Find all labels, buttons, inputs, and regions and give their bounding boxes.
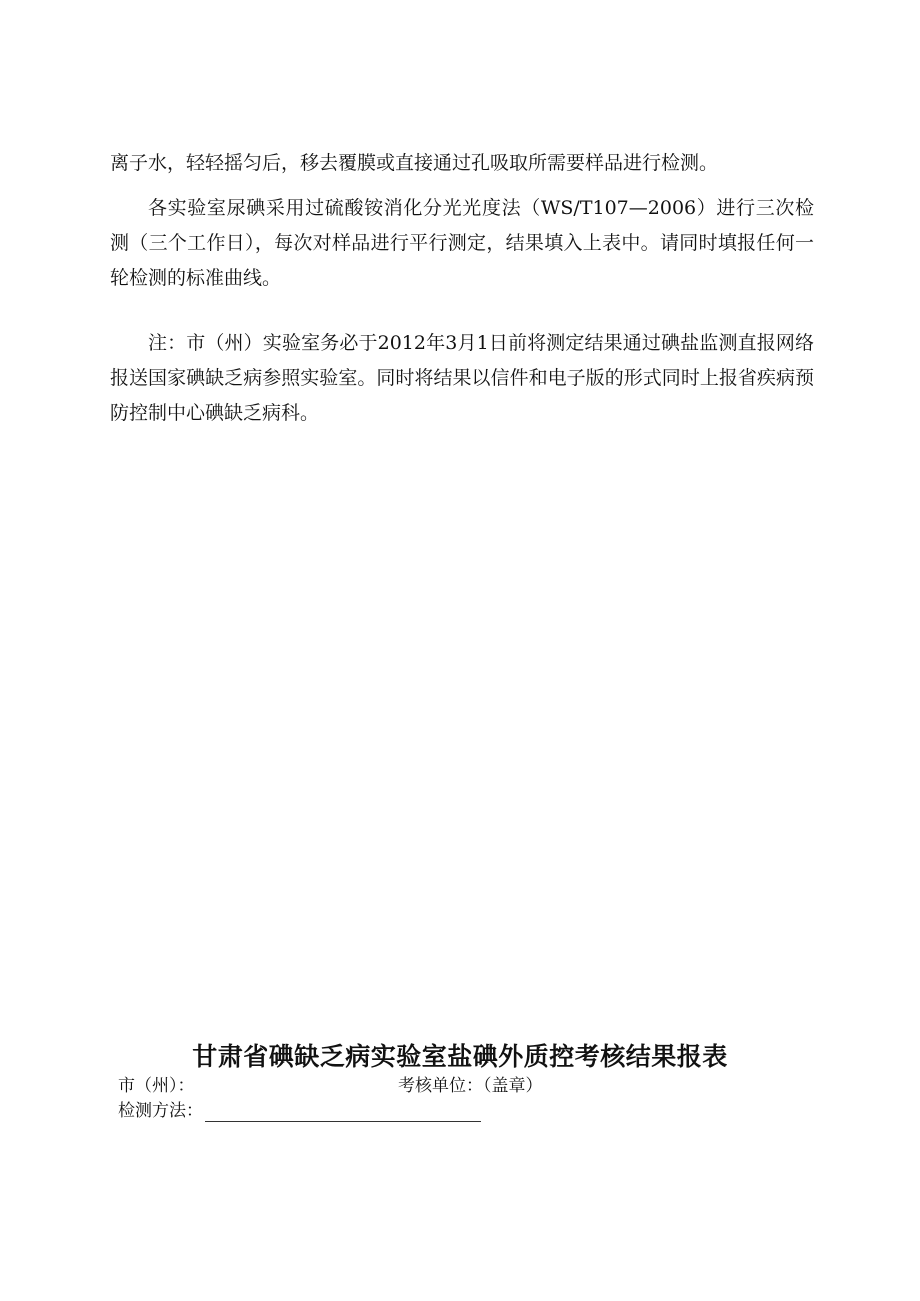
unit-label: 考核单位：（盖章） [398,1076,543,1096]
paragraph-method: 各实验室尿碘采用过硫酸铵消化分光光度法（WS/T107—2006）进行三次检测（三个工作日），每次对样品进行平行测定，结果填入上表中。请同时填报任何一轮检测的标准曲线。 [110,197,814,289]
method-label: 检测方法： [118,1101,203,1121]
method-field [118,1100,481,1122]
paragraph-continuation: 离子水，轻轻摇匀后，移去覆膜或直接通过孔吸取所需要样品进行检测。 [110,152,719,174]
city-label: 市（州）： [118,1076,195,1096]
city-field [118,1075,195,1097]
unit-field [398,1075,543,1097]
report-title: 甘肃省碘缺乏病实验室盐碘外质控考核结果报表 [192,1042,728,1071]
method-blank-line [205,1105,481,1122]
paragraph-note: 注：市（州）实验室务必于2012年3月1日前将测定结果通过碘盐监测直报网络报送国家碘缺乏病参照实验室。同时将结果以信件和电子版的形式同时上报省疾病预防控制中心碘缺乏病科。 [110,332,814,424]
